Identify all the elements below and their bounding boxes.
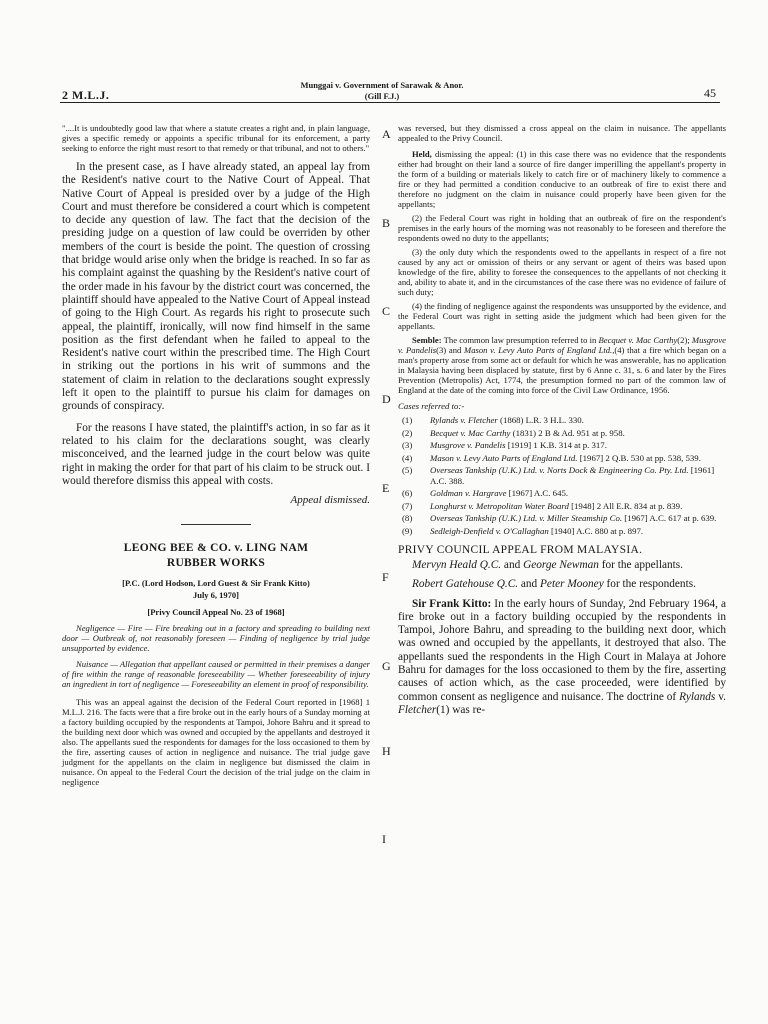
counsel-respondents <box>398 578 726 591</box>
case-number: (9) <box>402 525 413 536</box>
counsel-text: and <box>501 559 524 571</box>
held-paragraph: (3) the only duty which the respondents owed to the appellants in respect of a fire not caused by any act or omission of theirs or any servant or agent of theirs was based upon knowledge of the fire, ability to foresee the consequences to the appellants of not checking it and, ability to abate it, and in the circumstances of the case there was no evidence of failure of such duty; <box>398 247 726 297</box>
catchwords: Negligence — Fire — Fire breaking out in a factory and spreading to building next door — Outbreak of, not reasonably foreseen — Finding of negligence by trial judge unsupported by evidence. <box>62 623 370 654</box>
case-cite: [1967] 2 Q.B. 530 at pp. 538, 539. <box>577 452 701 463</box>
margin-letter-i: I <box>382 832 386 846</box>
case-reference <box>398 513 726 524</box>
case-name: Becquet v. Mac Carthy <box>598 335 678 345</box>
decision-date: July 6, 1970] <box>192 590 240 601</box>
catchwords <box>62 659 370 689</box>
judge-header: (Gill F.J.) <box>364 91 400 101</box>
court-coram <box>62 577 370 601</box>
counsel-text: for the respondents. <box>603 578 696 591</box>
case-number: (6) <box>402 488 413 498</box>
margin-letter-d: D <box>382 392 391 406</box>
judgment-text: (1) was re- <box>436 703 486 716</box>
margin-letter-e: E <box>382 481 390 495</box>
judge-name: Sir Frank Kitto: <box>412 597 492 610</box>
case-cite: [1967] A.C. 645. <box>506 488 569 498</box>
cases-list <box>398 415 726 536</box>
case-citation <box>430 415 726 426</box>
case-name: Goldman v. Hargrave <box>430 488 507 498</box>
left-column <box>62 123 370 787</box>
case-cite: [1961] A.C. 388. <box>430 465 715 486</box>
semble-label: Semble: <box>412 335 442 345</box>
counsel-text: for the appellants. <box>598 559 683 571</box>
catchwords-label: Nuisance <box>76 659 108 670</box>
judgment-paragraph <box>398 598 726 718</box>
held-label: Held, <box>412 149 432 159</box>
held-paragraph: (4) the finding of negligence against the respondents was unsupported by the evidence, and the Federal Court was right in setting aside the judgment which had been given for the appellants. <box>398 301 726 331</box>
case-facts: This was an appeal against the decision of the Federal Court reported in [1968] 1 M.L.J. 216. The facts were that a fire broke out in the early hours of a Sunday morning at a factory building occupied by the respondents at Tampoi, Johore Bahru and it spread to the building next door which was owned and occupied by the appellants and destroyed it also. The appellants sued the respondents for damages for the loss occasioned to them by the fire, asserting causes of action in negligence and nuisance. The trial judge gave judgment for the appellants on the claim in negligence but dismissed the claim in nuisance. On appeal to the Federal Court the decision of the trial judge on the claim in negligence <box>62 697 370 788</box>
page-number: 45 <box>704 86 716 100</box>
running-header <box>262 80 502 102</box>
margin-letter-c: C <box>382 304 391 318</box>
case-reference <box>398 526 726 537</box>
semble-text: ,(4) that a fire which began on a man's property arose from some act or default for which he was answerable, has no application in Malaysia having been displaced by statute, first by 6 Anne c. 31, s. 6 and later by the Fires Prevention (Metropolis) Act, 1774, the presumption formed no part of the common law of England at the date of the coming into force of the Civil Law Ordinance, 1956. <box>398 345 727 395</box>
margin-letter-h: H <box>382 744 391 758</box>
case-name: Musgrove v. Pandelis <box>398 335 726 355</box>
judgment-text: In the early hours of Sunday, 2nd February 1964, a fire broke out in a factory building occupied by the respondents in Tampoi, Johore Bahru, and spreading to the building next door, which was owned and occupied by the appellants, it destroyed that also. The appellants sued the respondents in the High Court in Malaya at Johore Bahru for damages for the loss occasioned to them by the fire, asserting causes of action which, as the case proceeded, were identified by common consent as negligence and nuisance. The doctrine of <box>398 597 726 703</box>
case-number: (1) <box>402 415 413 425</box>
paragraph: was reversed, but they dismissed a cross appeal on the claim in nuisance. The appellants appealed to the Privy Council. <box>398 123 726 143</box>
case-number: (3) <box>402 440 413 450</box>
quoted-passage: "....It is undoubtedly good law that where a statute creates a right and, in plain language, gives a specific remedy or appoints a specific tribunal for its enforcement, a party seeking to enforce the right must resort to that remedy or that tribunal, and not to others." <box>62 123 370 153</box>
case-name: Sedleigh-Denfield v. O'Callaghan <box>430 525 549 536</box>
case-reference <box>398 453 726 464</box>
report-citation: 2 M.L.J. <box>62 88 110 102</box>
case-number: (7) <box>402 500 413 511</box>
held-paragraph: (2) the Federal Court was right in holding that an outbreak of fire on the respondent's premises in the early hours of the morning was not reasonably to be foreseen and therefore the respondents owed no duty to the appellants; <box>398 213 726 243</box>
semble-text: (3) and <box>436 345 465 355</box>
case-citation <box>430 440 726 451</box>
case-name: Musgrove v. Pandelis <box>430 440 506 450</box>
semble-text: (2); <box>677 335 692 345</box>
judgment-text: v. <box>715 690 726 703</box>
case-name: Mason v. Levy Auto Parts of England Ltd. <box>430 452 578 463</box>
case-cite: [1919] 1 K.B. 314 at p. 317. <box>505 440 607 450</box>
semble-text: The common law presumption referred to in <box>441 335 599 345</box>
case-citation <box>430 453 726 464</box>
margin-letter-b: B <box>382 216 391 230</box>
case-number: (4) <box>402 452 413 463</box>
paragraph: For the reasons I have stated, the plaintiff's action, in so far as it related to his claim for the declarations sought, was clearly misconceived, and the learned judge in the court below was quite right in making the order for that part of his claim to be struck out. I would therefore dismiss this appeal with costs. <box>62 421 370 487</box>
case-name: Rylands v. Fletcher <box>430 415 498 425</box>
case-name: Rylands <box>679 690 716 703</box>
counsel-name: George Newman <box>523 559 599 571</box>
case-cite: (1831) 2 B & Ad. 951 at p. 958. <box>510 427 625 438</box>
counsel-name: Robert Gatehouse Q.C. <box>412 578 519 591</box>
appeal-number: [Privy Council Appeal No. 23 of 1968] <box>147 607 285 618</box>
margin-letter-g: G <box>382 659 391 673</box>
counsel-name: Peter Mooney <box>540 578 604 591</box>
case-title-line: RUBBER WORKS <box>166 557 266 570</box>
semble-paragraph <box>398 335 726 395</box>
case-cite: [1967] A.C. 617 at p. 639. <box>622 513 717 523</box>
counsel-name: Mervyn Heald Q.C. <box>412 559 502 571</box>
case-citation <box>430 526 726 537</box>
case-reference <box>398 488 726 499</box>
case-cite: (1868) L.R. 3 H.L. 330. <box>497 415 584 425</box>
case-citation <box>430 428 726 439</box>
case-citation <box>430 488 726 499</box>
cases-referred-heading: Cases referred to:- <box>398 401 465 411</box>
appeal-heading: PRIVY COUNCIL APPEAL FROM MALAYSIA. <box>398 544 643 556</box>
catchwords-text: — Allegation that appellant caused or permitted in their premises a danger of fire within the range of reasonable foreseeability — Whether foreseeability of injury an ingredient in tort of negligence — Foreseeability an element in proof of responsibility. <box>62 659 370 690</box>
case-title <box>62 541 370 571</box>
case-reference <box>398 440 726 451</box>
paragraph: In the present case, as I have already stated, an appeal lay from the Resident's native court to the Native Court of Appeal. That Native Court of Appeal is presided over by a judge of the High Court and must therefore be considered a court which is competent to decide any question of law. The fact that the decision of the presiding judge on a question of law could be overriden by other members of the court is beside the point. The question of crossing that bridge would arise only when the bridge is reached. In so far as his complaint against the quashing by the Resident's native court of the order made in his favour by the district court was concerned, the plaintiff should have appealed to the Native Court of Appeal instead of going to the High Court. As regards his right to prosecute such appeal, the plaintiff, ironically, will now find himself in the same position as the first defendant when he failed to appeal to the Resident's native court within the prescribed time. The High Court in striking out the portions in his writ of summons and the statement of claim in relation to the declarations sought expressly left it open to the plaintiff to pursue his claim for damages on grounds of conspiracy. <box>62 161 370 413</box>
coram-line: [P.C. (Lord Hodson, Lord Guest & Sir Frank Kitto) <box>122 578 310 589</box>
margin-letter-f: F <box>382 570 389 584</box>
case-name: Longhurst v. Metropolitan Water Board <box>430 500 569 511</box>
case-title-line: LEONG BEE & CO. v. LING NAM <box>123 542 309 555</box>
case-name: Overseas Tankship (U.K.) Ltd. v. Norts Dock & Engineering Co. Pty. Ltd. <box>430 465 689 475</box>
section-separator <box>181 524 251 525</box>
case-citation <box>430 465 726 486</box>
case-number: (5) <box>402 465 413 475</box>
counsel-text: and <box>518 578 541 591</box>
case-reference <box>398 428 726 439</box>
case-name: Mason v. Levy Auto Parts of England Ltd. <box>464 345 613 355</box>
case-cite: [1948] 2 All E.R. 834 at p. 839. <box>568 500 683 511</box>
right-column <box>398 123 726 717</box>
case-reference <box>398 465 726 486</box>
case-name-header: Munggai v. Government of Sarawak & Anor. <box>300 80 464 90</box>
case-cite: [1940] A.C. 880 at p. 897. <box>548 525 644 536</box>
held-paragraph <box>398 149 726 209</box>
header-rule <box>60 102 720 103</box>
case-reference <box>398 501 726 512</box>
case-reference <box>398 415 726 426</box>
case-citation <box>430 513 726 524</box>
case-number: (8) <box>402 513 413 523</box>
case-number: (2) <box>402 427 413 438</box>
appeal-result: Appeal dismissed. <box>290 494 370 507</box>
case-name: Becquet v. Mac Carthy <box>430 427 511 438</box>
margin-letter-a: A <box>382 127 391 141</box>
held-text: dismissing the appeal: (1) in this case there was no evidence that the respondents either had brought on their land a source of fire danger imperilling the appellant's property in the form of a building or materials likely to catch fire or of machinery likely to commence a fire or they had permitted a condition conducive to an outbreak of fire to exist there and therefore no judgment on the claim in nuisance could properly have been given for the appellants; <box>398 149 726 209</box>
case-name: Fletcher <box>398 703 437 716</box>
case-citation <box>430 501 726 512</box>
case-name: Overseas Tankship (U.K.) Ltd. v. Miller Steamship Co. <box>430 513 623 523</box>
counsel-appellants <box>398 559 726 572</box>
